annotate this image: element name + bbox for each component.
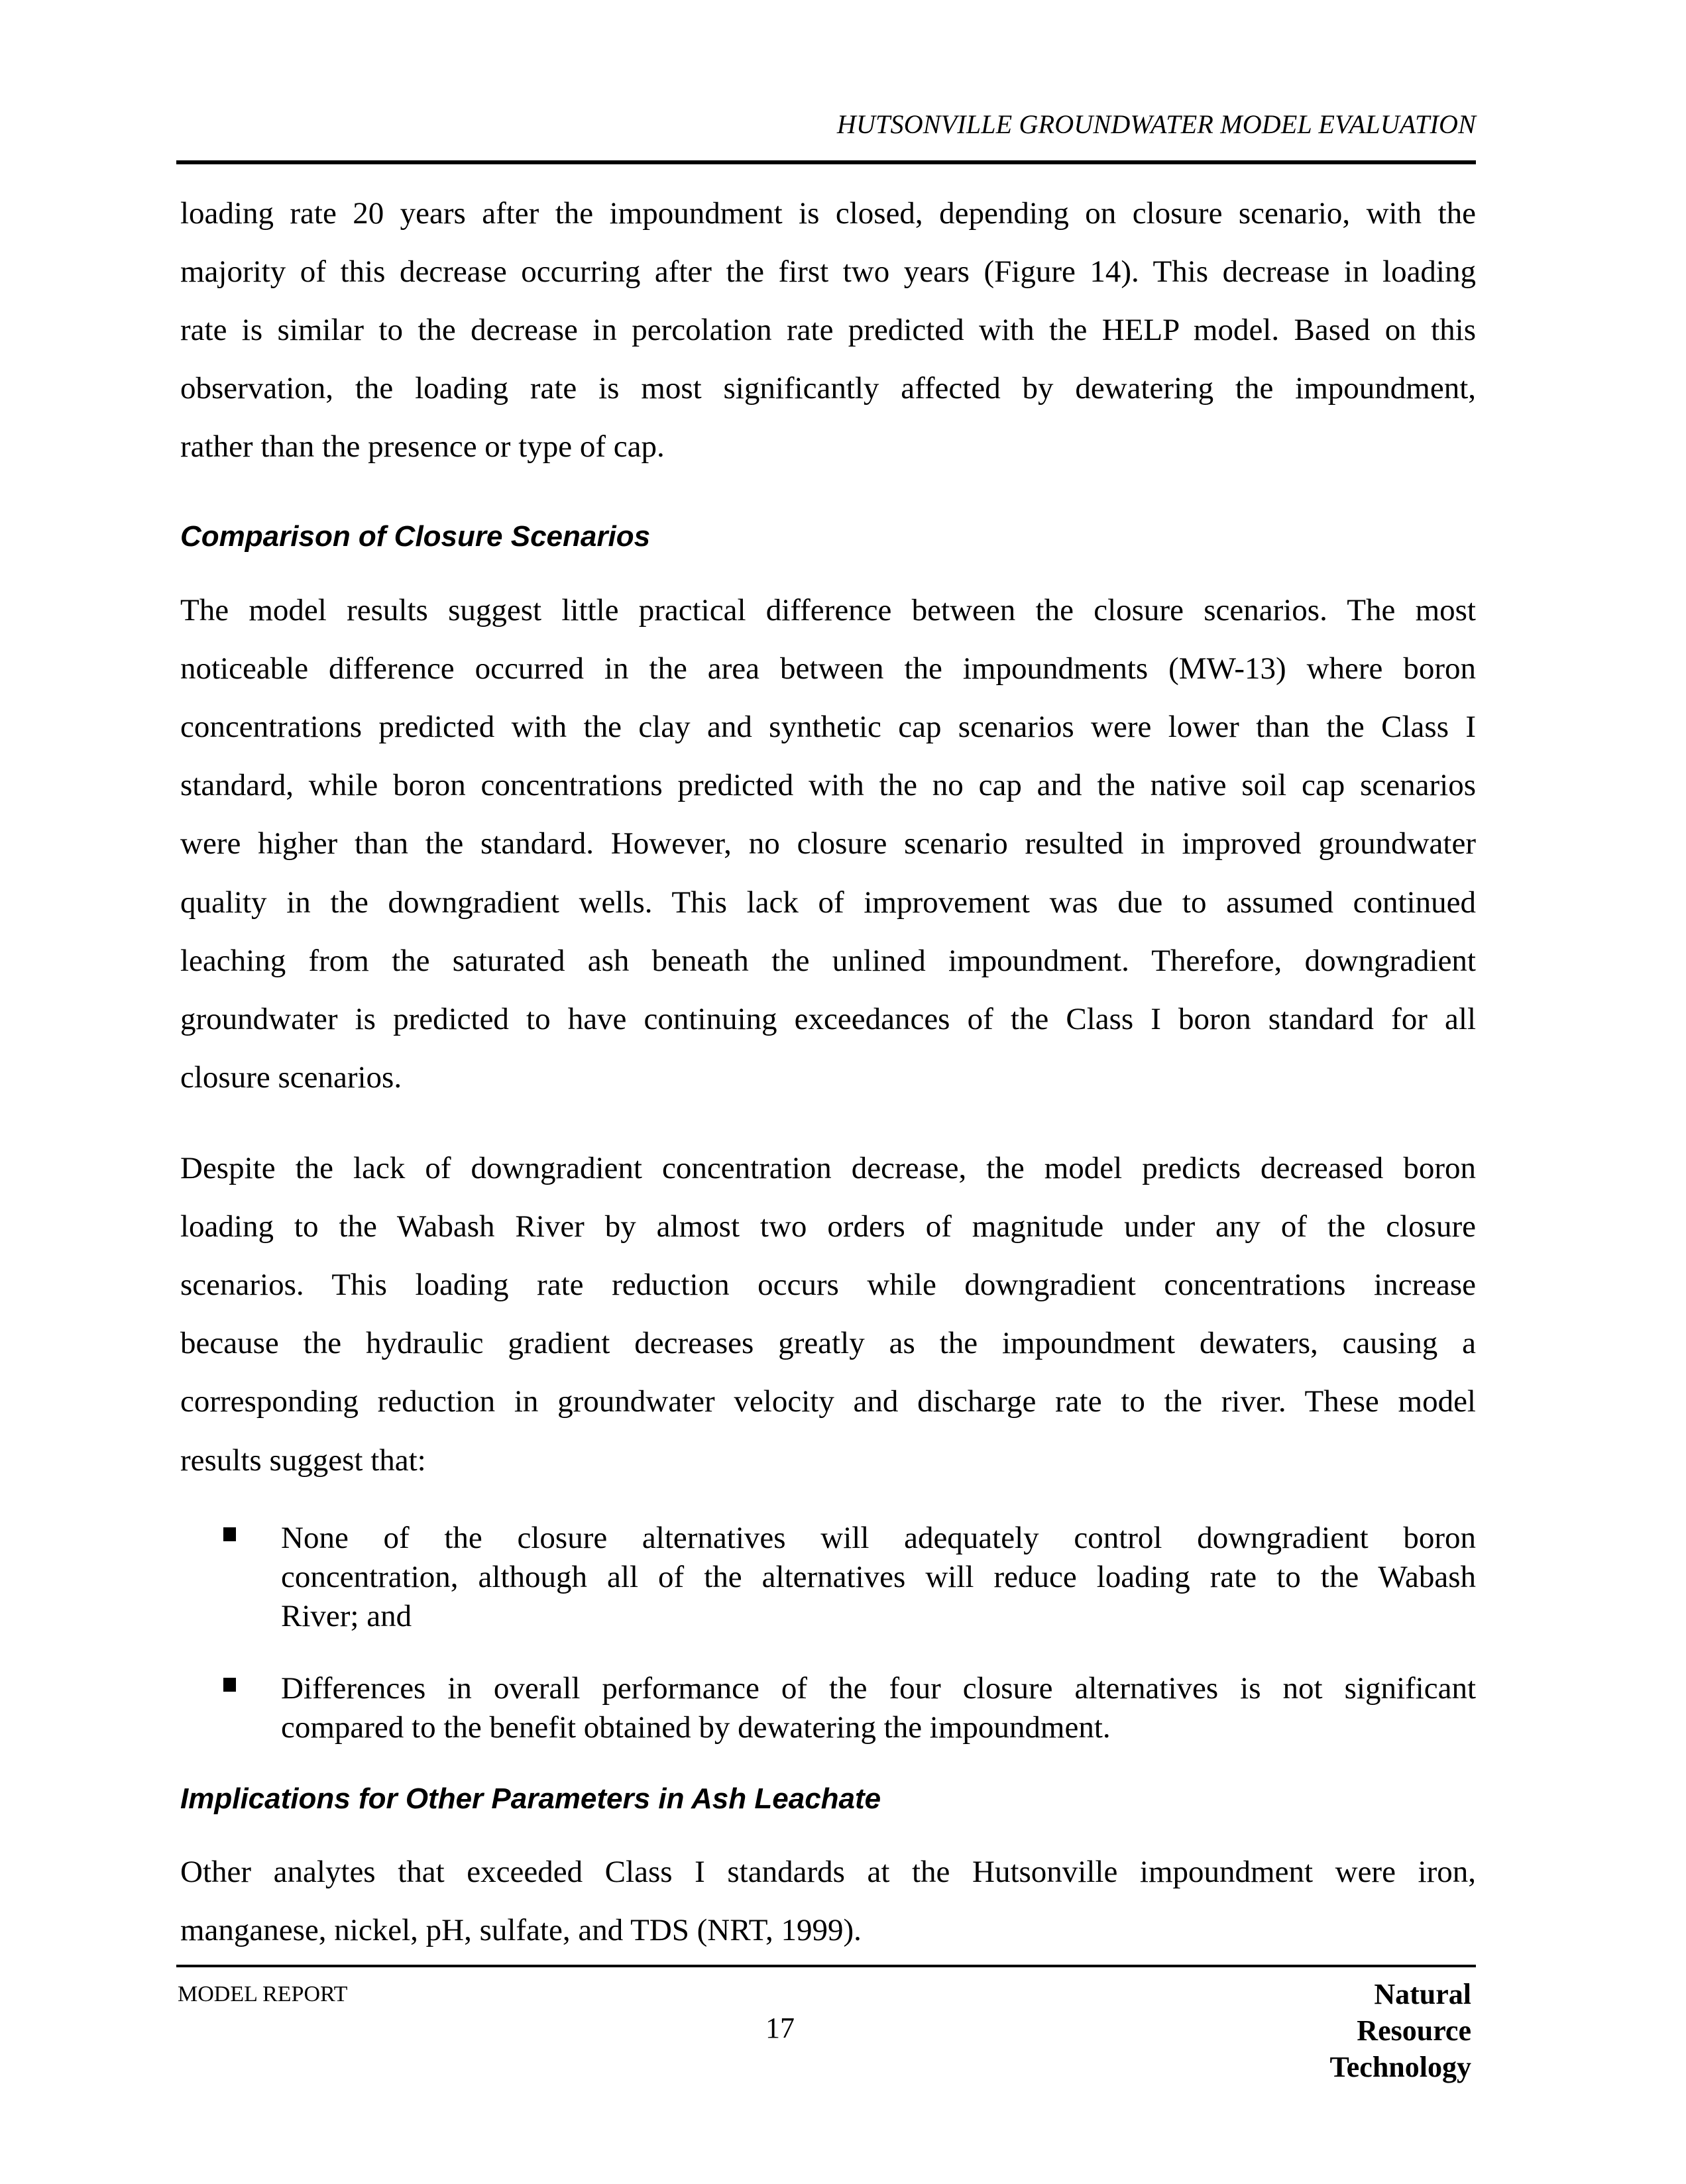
text-line: because the hydraulic gradient decreases greatly as the impoundment dewaters, causing a [180, 1326, 1476, 1360]
text-line: manganese, nickel, pH, sulfate, and TDS (NRT, 1999). [180, 1913, 862, 1947]
company-name-line: Natural [1374, 1978, 1471, 2010]
text-line: loading to the Wabash River by almost two orders of magnitude under any of the closure [180, 1209, 1476, 1244]
text-line: rather than the presence or type of cap. [180, 429, 665, 464]
footer-report-label: MODEL REPORT [178, 1982, 348, 2006]
text-line: corresponding reduction in groundwater velocity and discharge rate to the river. These model [180, 1384, 1476, 1419]
square-bullet-icon [223, 1678, 236, 1692]
text-line: leaching from the saturated ash beneath the unlined impoundment. Therefore, downgradient [180, 944, 1476, 978]
text-line: were higher than the standard. However, no closure scenario resulted in improved groundwater [180, 826, 1476, 861]
text-line: rate is similar to the decrease in percolation rate predicted with the HELP model. Based on this [180, 313, 1476, 347]
text-line: noticeable difference occurred in the area between the impoundments (MW-13) where boron [180, 651, 1476, 686]
text-line: results suggest that: [180, 1443, 426, 1478]
company-name-line: Technology [1329, 2051, 1471, 2083]
company-name [1193, 1976, 1471, 2085]
text-line: groundwater is predicted to have continuing exceedances of the Class I boron standard for all [180, 1002, 1476, 1036]
running-header-title: HUTSONVILLE GROUNDWATER MODEL EVALUATION [836, 109, 1476, 139]
text-line: Differences in overall performance of the four closure alternatives is not significant [281, 1671, 1476, 1706]
footer-rule [176, 1965, 1476, 1967]
text-line: loading rate 20 years after the impoundment is closed, depending on closure scenario, with the [180, 196, 1476, 231]
text-line: scenarios. This loading rate reduction occurs while downgradient concentrations increase [180, 1268, 1476, 1302]
text-line: closure scenarios. [180, 1060, 402, 1095]
header-rule [176, 160, 1476, 164]
text-line: observation, the loading rate is most significantly affected by dewatering the impoundment, [180, 371, 1476, 406]
page-number: 17 [765, 2012, 795, 2044]
text-line: concentration, although all of the alternatives will reduce loading rate to the Wabash [281, 1560, 1476, 1594]
text-line: None of the closure alternatives will adequately control downgradient boron [281, 1521, 1476, 1555]
text-line: The model results suggest little practical difference between the closure scenarios. The most [180, 593, 1476, 628]
section-heading-comparison: Comparison of Closure Scenarios [180, 520, 651, 553]
text-line: standard, while boron concentrations predicted with the no cap and the native soil cap scenarios [180, 768, 1476, 802]
text-line: Despite the lack of downgradient concentration decrease, the model predicts decreased boron [180, 1151, 1476, 1185]
text-line: majority of this decrease occurring after the first two years (Figure 14). This decrease in loading [180, 254, 1476, 289]
text-line: Other analytes that exceeded Class I standards at the Hutsonville impoundment were iron, [180, 1855, 1476, 1889]
text-line: concentrations predicted with the clay and synthetic cap scenarios were lower than the Class I [180, 710, 1476, 744]
text-line: compared to the benefit obtained by dewatering the impoundment. [281, 1710, 1111, 1745]
section-heading-implications: Implications for Other Parameters in Ash Leachate [180, 1782, 881, 1815]
company-name-line: Resource [1357, 2014, 1471, 2047]
text-line: quality in the downgradient wells. This lack of improvement was due to assumed continued [180, 885, 1476, 920]
square-bullet-icon [223, 1527, 236, 1541]
text-line: River; and [281, 1599, 412, 1633]
